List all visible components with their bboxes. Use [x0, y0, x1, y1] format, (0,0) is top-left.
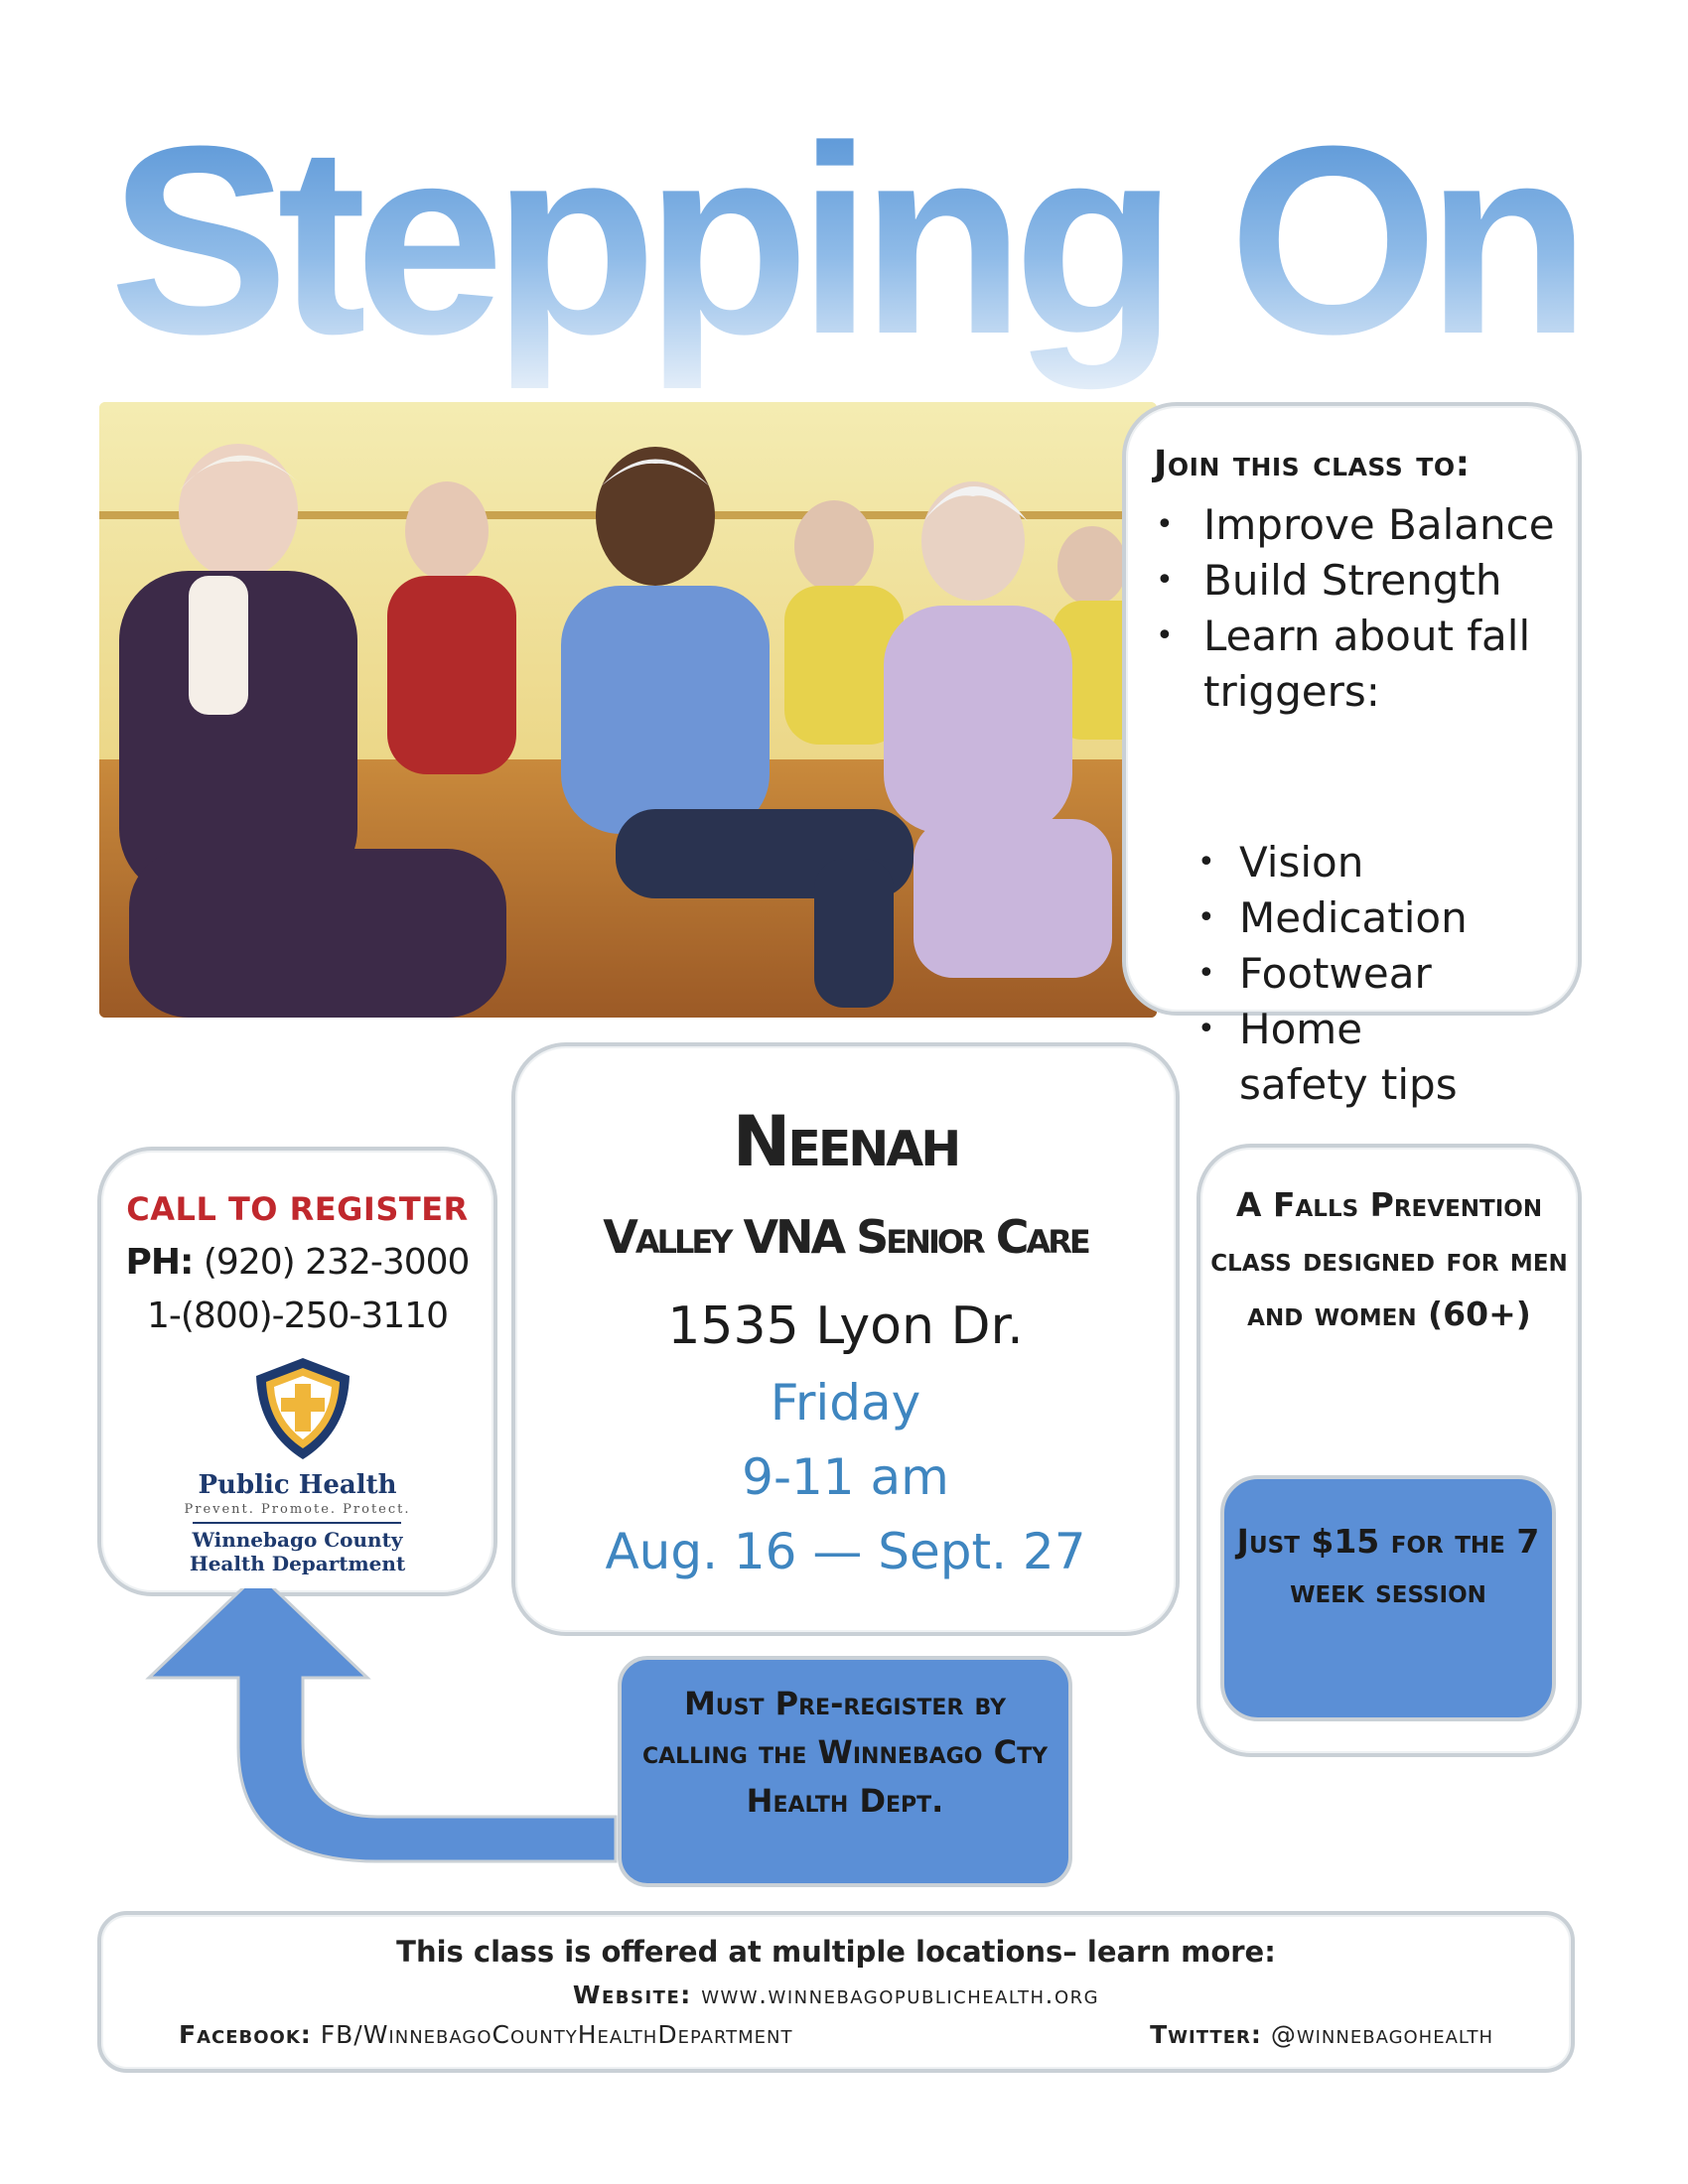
call-to-register-heading: CALL TO REGISTER [126, 1190, 469, 1228]
join-class-panel [1122, 402, 1582, 1109]
twitter-link[interactable]: @winnebagohealth [1270, 2020, 1493, 2049]
venue-name: Valley VNA Senior Care [603, 1210, 1088, 1264]
list-item: • Home safety tips [1148, 1002, 1487, 1113]
call-to-register-panel [97, 1147, 497, 1596]
footer-panel [97, 1911, 1575, 2073]
class-description: A Falls Prevention class designed for men and women (60+) [1210, 1185, 1568, 1333]
pre-register-text: Must Pre-register by calling the Winnebago Cty Health Dept. [641, 1685, 1049, 1820]
pre-register-notice [618, 1656, 1072, 1887]
bullet-icon: • [1156, 563, 1174, 598]
join-heading: Join this class to: [1154, 444, 1471, 484]
seniors-photo [99, 402, 1157, 1018]
location-panel [511, 1042, 1180, 1636]
list-item: • Learn about fall triggers: [1148, 609, 1565, 720]
department-name-line-2: Health Department [189, 1552, 406, 1575]
footer-intro: This class is offered at multiple locations– learn more: [396, 1935, 1276, 1969]
public-health-logo-name: Public Health [198, 1470, 397, 1500]
list-item: • Vision [1148, 835, 1565, 890]
phone-number: PH: (920) 232-3000 [125, 1242, 470, 1283]
footer-facebook: Facebook: FB/WinnebagoCountyHealthDepartment [179, 2020, 793, 2049]
city-name: Neenah [732, 1101, 959, 1182]
price-box [1220, 1475, 1556, 1721]
list-item: • Footwear [1148, 946, 1565, 1002]
price-text: Just $15 for the 7 week session [1236, 1522, 1540, 1610]
triggers-list-items [1148, 835, 1565, 1113]
class-dates: Aug. 16 — Sept. 27 [605, 1523, 1086, 1580]
list-item: • Build Strength [1148, 553, 1565, 609]
website-link[interactable]: www.winnebagopublichealth.org [701, 1980, 1100, 2009]
footer-website: Website: www.winnebagopublichealth.org [572, 1980, 1100, 2009]
bullet-icon: • [1197, 900, 1215, 935]
bullet-icon: • [1197, 1012, 1215, 1046]
bullet-icon: • [1197, 845, 1215, 880]
facebook-link[interactable]: FB/WinnebagoCountyHealthDepartment [320, 2020, 793, 2049]
page-title [99, 79, 1589, 407]
public-health-tagline: Prevent. Promote. Protect. [184, 1502, 411, 1517]
logo-divider [193, 1522, 401, 1524]
list-item: • Improve Balance [1148, 497, 1565, 553]
falls-prevention-panel [1196, 1144, 1582, 1757]
bullet-icon: • [1156, 618, 1174, 653]
curved-arrow-icon [129, 1588, 626, 1866]
toll-free-number: 1-(800)-250-3110 [146, 1296, 448, 1336]
department-name-line-1: Winnebago County [192, 1528, 403, 1552]
list-item: • Medication [1148, 890, 1565, 946]
public-health-shield-icon [248, 1354, 357, 1463]
bullet-icon: • [1156, 507, 1174, 542]
venue-address: 1535 Lyon Dr. [667, 1297, 1024, 1356]
page-title-text: Stepping On [109, 91, 1572, 390]
footer-twitter: Twitter: @winnebagohealth [1150, 2020, 1493, 2049]
bullet-icon: • [1197, 956, 1215, 991]
class-day: Friday [770, 1374, 921, 1432]
benefits-list [1148, 497, 1565, 720]
class-time: 9-11 am [742, 1448, 949, 1506]
